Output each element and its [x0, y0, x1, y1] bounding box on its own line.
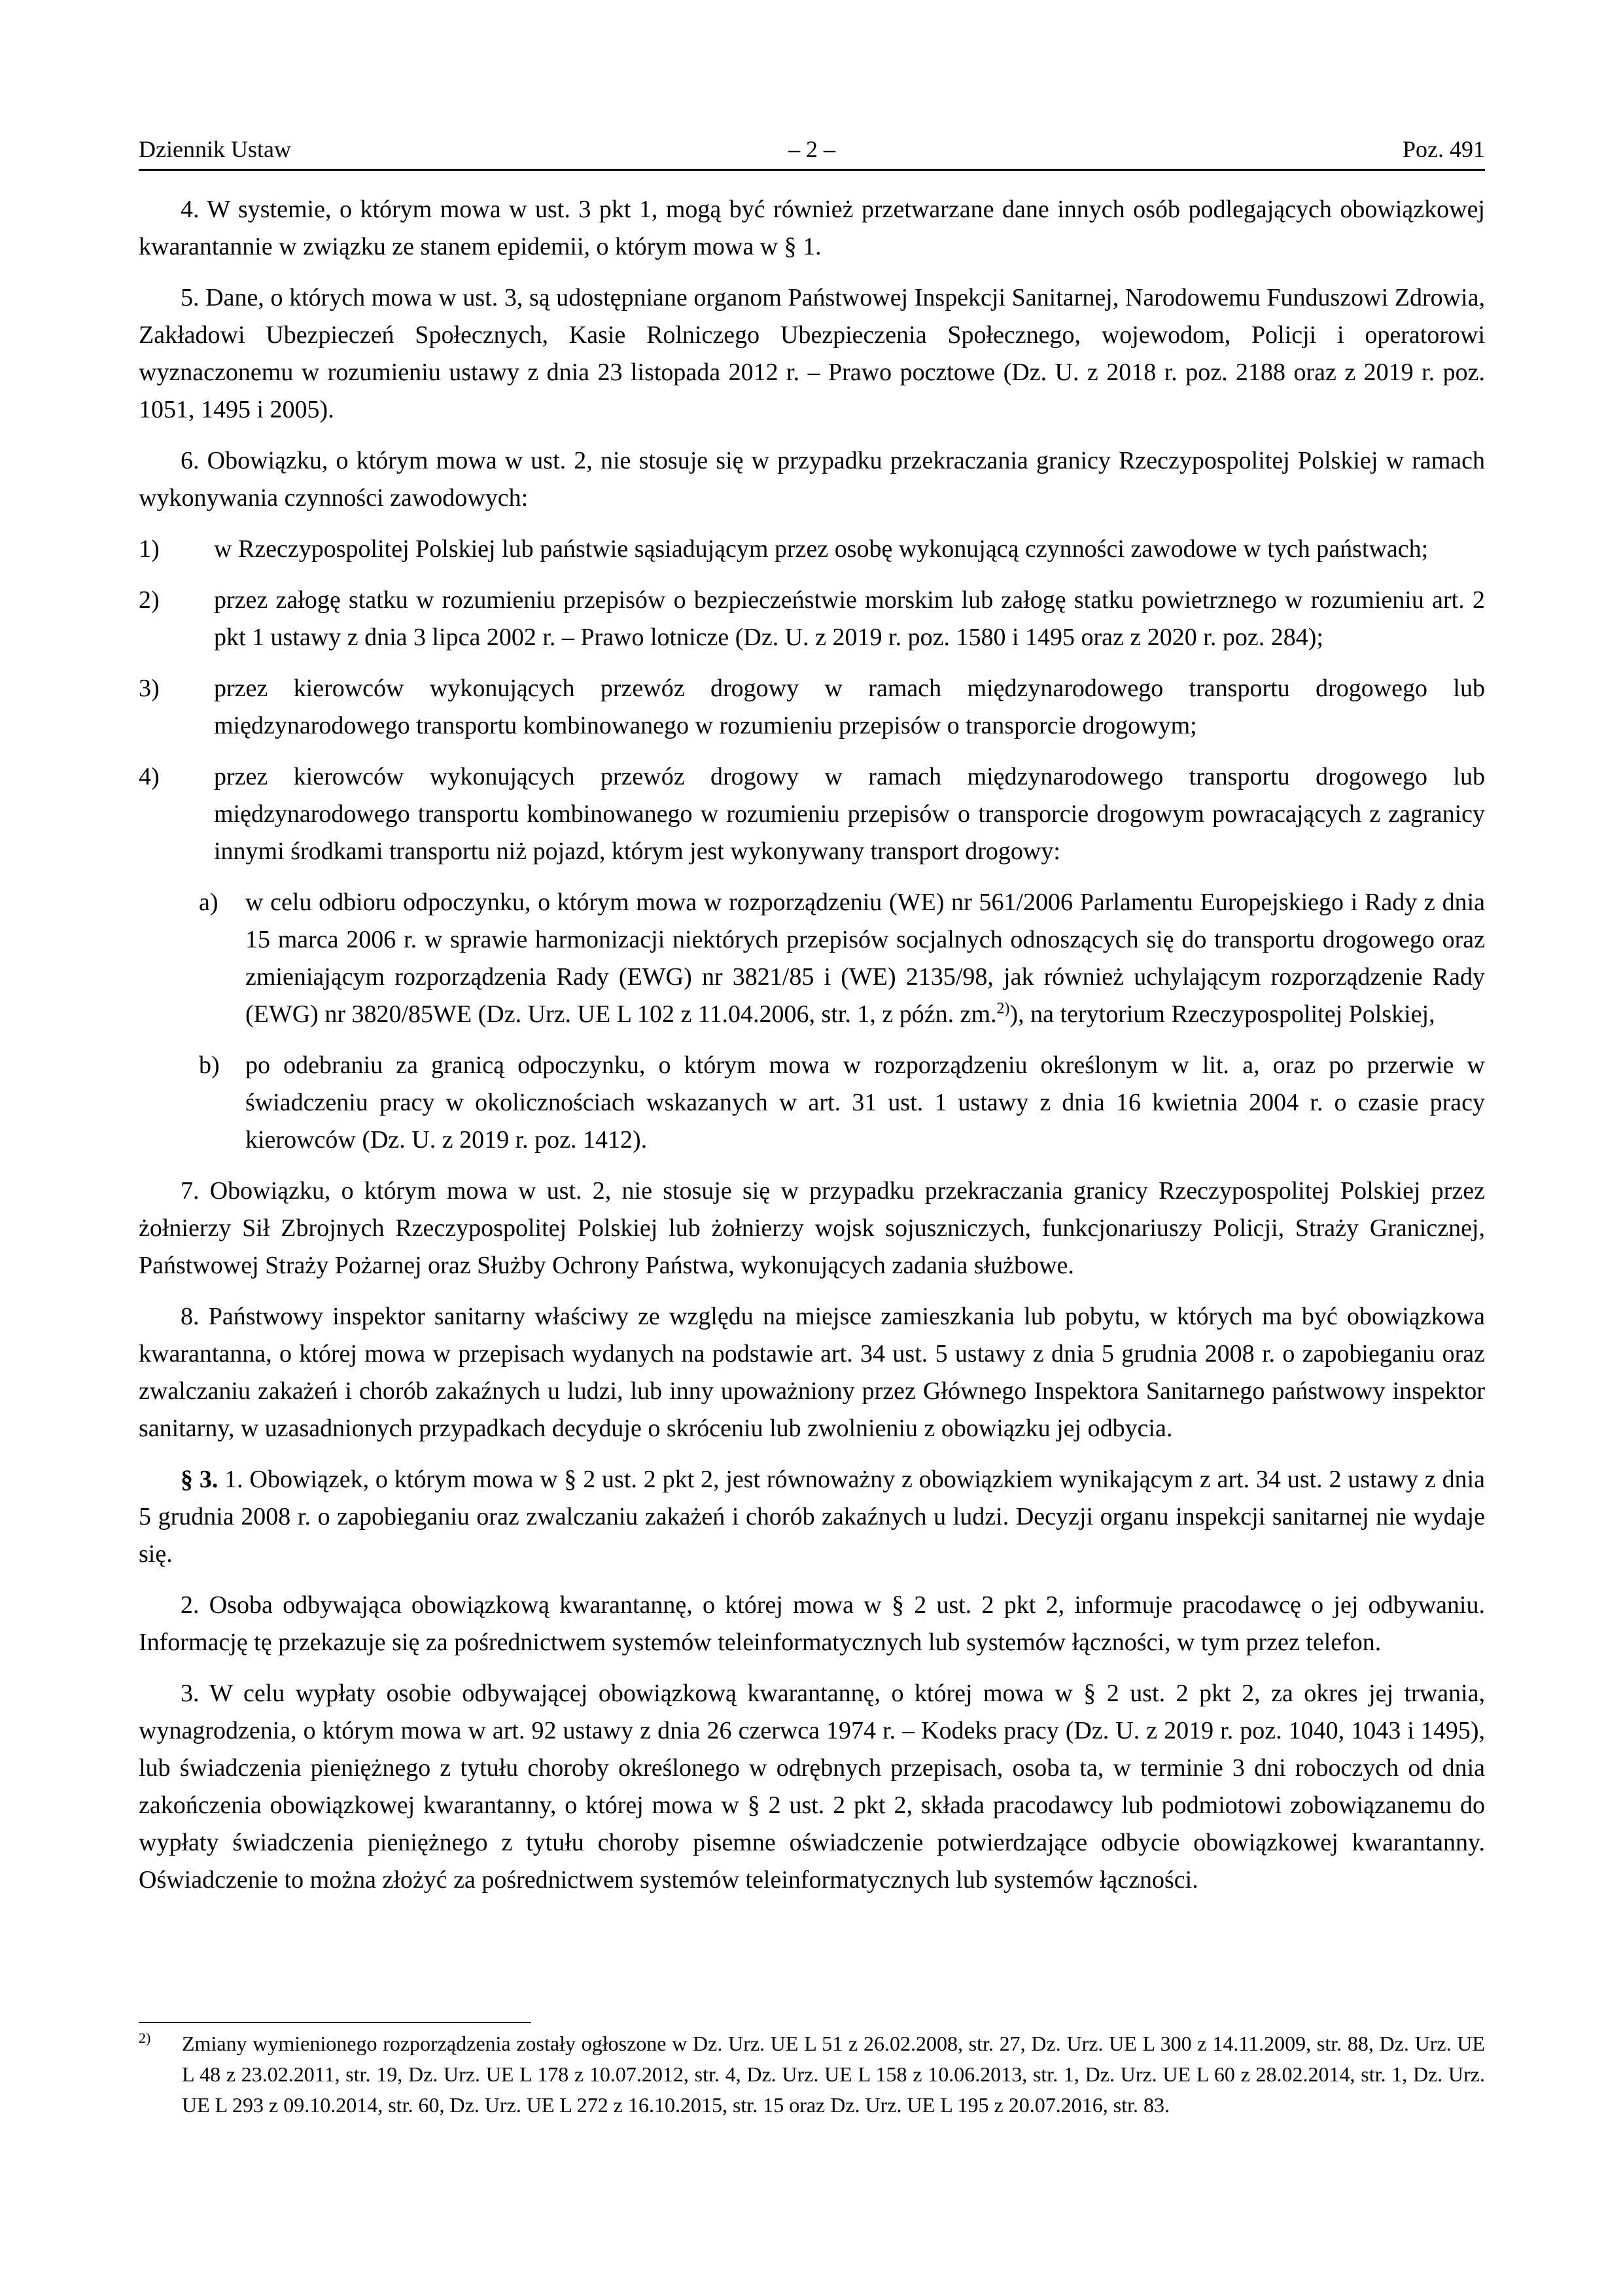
sub-item-text: po odebraniu za granicą odpoczynku, o którym mowa w rozporządzeniu określonym w lit. a, oraz po przerwie w świadczeniu pracy w okolicznościach wskazanych w art. 31 ust. 1 ustawy z dnia 16 kwietnia 2004 r. o czasie pracy kierowców (Dz. U. z 2019 r. poz. 1412).	[245, 1051, 1485, 1154]
section-label: § 3.	[181, 1466, 218, 1493]
list-item-number: 3)	[139, 675, 160, 702]
footnote-reference[interactable]: 2)	[996, 1000, 1010, 1017]
page-header	[139, 130, 1485, 171]
journal-title: Dziennik Ustaw	[139, 136, 291, 162]
list-item-number: 2)	[139, 586, 160, 614]
list-item-text: przez kierowców wykonujących przewóz drogowy w ramach międzynarodowego transportu drogowego lub międzynarodowego transportu kombinowanego w rozumieniu przepisów o transporcie drogowym;	[214, 675, 1485, 739]
sub-item-letter: b)	[199, 1051, 220, 1079]
list-item-4	[139, 758, 1485, 870]
paragraph-7: 7. Obowiązku, o którym mowa w ust. 2, nie stosuje się w przypadku przekraczania granicy Rzeczypospolitej Polskiej przez żołnierzy Sił Zbrojnych Rzeczypospolitej Polskiej lub żołnierzy wojsk sojuszniczych, funkcjonariuszy Policji, Straży Granicznej, Państwowej Straży Pożarnej oraz Służby Ochrony Państwa, wykonujących zadania służbowe.	[139, 1177, 1485, 1279]
list-item-number: 4)	[139, 763, 160, 790]
list-item-1	[139, 531, 1485, 568]
section-3-paragraph-2: 2. Osoba odbywająca obowiązkową kwarantannę, o której mowa w § 2 ust. 2 pkt 2, informuje pracodawcę o jej odbywaniu. Informację tę przekazuje się za pośrednictwem systemów teleinformatycznych lub systemów łączności, w tym przez telefon.	[139, 1591, 1485, 1656]
footnote-text: Zmiany wymienionego rozporządzenia zostały ogłoszone w Dz. Urz. UE L 51 z 26.02.2008, str. 27, Dz. Urz. UE L 300 z 14.11.2009, str. 88, Dz. Urz. UE L 48 z 23.02.2011, str. 19, Dz. Urz. UE L 178 z 10.07.2012, str. 4, Dz. Urz. UE L 158 z 10.06.2013, str. 1, Dz. Urz. UE L 60 z 28.02.2014, str. 1, Dz. Urz. UE L 293 z 09.10.2014, str. 60, Dz. Urz. UE L 272 z 16.10.2015, str. 15 oraz Dz. Urz. UE L 195 z 20.07.2016, str. 83.	[182, 2032, 1485, 2117]
sub-item-text-end: ), na terytorium Rzeczypospolitej Polskiej,	[1009, 1000, 1435, 1028]
list-item-number: 1)	[139, 535, 160, 563]
section-3-paragraph-1	[139, 1461, 1485, 1573]
footnote-divider	[139, 2022, 531, 2023]
list-item-text: przez kierowców wykonujących przewóz drogowy w ramach międzynarodowego transportu drogowego lub międzynarodowego transportu kombinowanego w rozumieniu przepisów o transporcie drogowym powracających z zagranicy innymi środkami transportu niż pojazd, którym jest wykonywany transport drogowy:	[214, 763, 1485, 865]
footnote-mark: 2)	[139, 2030, 151, 2046]
paragraph-8: 8. Państwowy inspektor sanitarny właściwy ze względu na miejsce zamieszkania lub pobytu, w których ma być obowiązkowa kwarantanna, o której mowa w przepisach wydanych na podstawie art. 34 ust. 5 ustawy z dnia 5 grudnia 2008 r. o zapobieganiu oraz zwalczaniu zakażeń i chorób zakaźnych u ludzi, lub inny upoważniony przez Głównego Inspektora Sanitarnego państwowy inspektor sanitarny, w uzasadnionych przypadkach decyduje o skróceniu lub zwolnieniu z obowiązku jej odbycia.	[139, 1303, 1485, 1442]
section-3-text: 1. Obowiązek, o którym mowa w § 2 ust. 2 pkt 2, jest równoważny z obowiązkiem wynikającym z art. 34 ust. 2 ustawy z dnia 5 grudnia 2008 r. o zapobieganiu oraz zwalczaniu zakażeń i chorób zakaźnych u ludzi. Decyzji organu inspekcji sanitarnej nie wydaje się.	[139, 1466, 1485, 1568]
section-3-paragraph-3: 3. W celu wypłaty osobie odbywającej obowiązkową kwarantannę, o której mowa w § 2 ust. 2 pkt 2, za okres jej trwania, wynagrodzenia, o którym mowa w art. 92 ustawy z dnia 26 czerwca 1974 r. – Kodeks pracy (Dz. U. z 2019 r. poz. 1040, 1043 i 1495), lub świadczenia pieniężnego z tytułu choroby określonego w odrębnych przepisach, osoba ta, w terminie 3 dni roboczych od dnia zakończenia obowiązkowej kwarantanny, o której mowa w § 2 ust. 2 pkt 2, składa pracodawcy lub podmiotowi zobowiązanemu do wypłaty świadczenia pieniężnego z tytułu choroby pisemne oświadczenie potwierdzające odbycie obowiązkowej kwarantanny. Oświadczenie to można złożyć za pośrednictwem systemów teleinformatycznych lub systemów łączności.	[139, 1680, 1485, 1894]
sub-item-a	[139, 884, 1485, 1033]
document-body	[139, 191, 1485, 1913]
paragraph-5: 5. Dane, o których mowa w ust. 3, są udostępniane organom Państwowej Inspekcji Sanitarnej, Narodowemu Funduszowi Zdrowia, Zakładowi Ubezpieczeń Społecznych, Kasie Rolniczego Ubezpieczenia Społecznego, wojewodom, Policji i operatorowi wyznaczonemu w rozumieniu ustawy z dnia 23 listopada 2012 r. – Prawo pocztowe (Dz. U. z 2018 r. poz. 2188 oraz z 2019 r. poz. 1051, 1495 i 2005).	[139, 284, 1485, 423]
sub-item-text: w celu odbioru odpoczynku, o którym mowa w rozporządzeniu (WE) nr 561/2006 Parlamentu Europejskiego i Rady z dnia 15 marca 2006 r. w sprawie harmonizacji niektórych przepisów socjalnych odnoszących się do transportu drogowego oraz zmieniającym rozporządzenia Rady (EWG) nr 3821/85 i (WE) 2135/98, jak również uchylającym rozporządzenie Rady (EWG) nr 3820/85WE (Dz. Urz. UE L 102 z 11.04.2006, str. 1, z późn. zm.	[245, 889, 1485, 1028]
list-item-text: w Rzeczypospolitej Polskiej lub państwie sąsiadującym przez osobę wykonującą czynności zawodowe w tych państwach;	[214, 535, 1429, 563]
list-item-2	[139, 582, 1485, 656]
page-number: – 2 –	[788, 136, 835, 162]
sub-item-letter: a)	[199, 889, 218, 916]
list-item-3	[139, 670, 1485, 745]
footnote	[139, 2028, 1485, 2121]
sub-item-b	[139, 1047, 1485, 1159]
paragraph-6: 6. Obowiązku, o którym mowa w ust. 2, nie stosuje się w przypadku przekraczania granicy Rzeczypospolitej Polskiej w ramach wykonywania czynności zawodowych:	[139, 447, 1485, 512]
list-item-text: przez załogę statku w rozumieniu przepisów o bezpieczeństwie morskim lub załogę statku powietrznego w rozumieniu art. 2 pkt 1 ustawy z dnia 3 lipca 2002 r. – Prawo lotnicze (Dz. U. z 2019 r. poz. 1580 i 1495 oraz z 2020 r. poz. 284);	[214, 586, 1485, 651]
paragraph-4: 4. W systemie, o którym mowa w ust. 3 pkt 1, mogą być również przetwarzane dane innych osób podlegających obowiązkowej kwarantannie w związku ze stanem epidemii, o którym mowa w § 1.	[139, 196, 1485, 260]
position-number: Poz. 491	[1403, 136, 1485, 162]
